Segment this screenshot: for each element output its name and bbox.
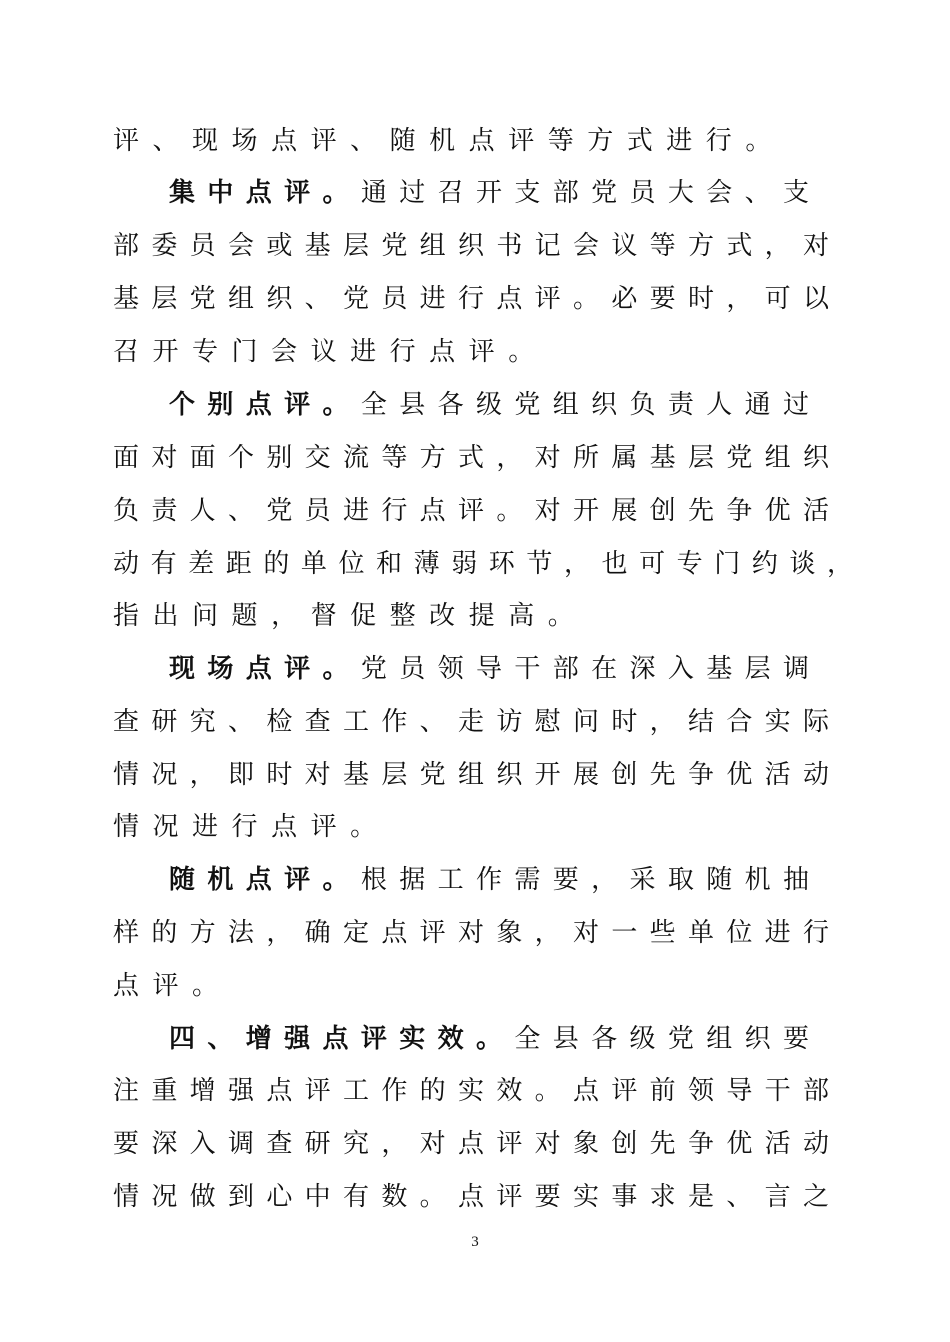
text-line: 指出问题，督促整改提高。 [113, 601, 588, 631]
text-line [169, 1019, 809, 1059]
text-line: 情况做到心中有数。点评要实事求是、言之 [113, 1182, 829, 1212]
text-line: 基层党组织、党员进行点评。必要时，可以 [113, 284, 829, 314]
text-line: 查研究、检查工作、走访慰问时，结合实际 [113, 707, 829, 737]
text-line: 样的方法，确定点评对象，对一些单位进行 [113, 918, 829, 948]
text-line: 情况进行点评。 [113, 812, 390, 842]
text-fragment: 全县各级党组织负责人通过 [360, 390, 809, 420]
section-heading: 四、增强点评实效。 [169, 1024, 515, 1054]
section-heading: 集中点评。 [169, 178, 361, 208]
text-line: 面对面个别交流等方式，对所属基层党组织 [113, 443, 829, 473]
page-number: 3 [471, 1234, 479, 1250]
text-line [169, 173, 809, 213]
text-line: 部委员会或基层党组织书记会议等方式，对 [113, 231, 829, 261]
section-heading: 现场点评。 [169, 654, 361, 684]
text-fragment: 全县各级党组织要 [514, 1024, 809, 1054]
text-fragment: 党员领导干部在深入基层调 [360, 654, 809, 684]
text-line: 动有差距的单位和薄弱环节，也可专门约谈， [113, 549, 853, 579]
text-line: 情况，即时对基层党组织开展创先争优活动 [113, 760, 829, 790]
text-line: 召开专门会议进行点评。 [113, 337, 548, 367]
section-heading: 个别点评。 [169, 390, 361, 420]
text-line: 评、现场点评、随机点评等方式进行。 [113, 126, 785, 156]
text-line [169, 860, 809, 900]
text-line [169, 649, 809, 689]
text-line: 要深入调查研究，对点评对象创先争优活动 [113, 1129, 829, 1159]
text-line [169, 385, 809, 425]
text-line: 负责人、党员进行点评。对开展创先争优活 [113, 496, 829, 526]
text-line: 点评。 [113, 971, 232, 1001]
text-line: 注重增强点评工作的实效。点评前领导干部 [113, 1076, 829, 1106]
section-heading: 随机点评。 [169, 865, 361, 895]
text-fragment: 根据工作需要，采取随机抽 [360, 865, 809, 895]
text-fragment: 通过召开支部党员大会、支 [360, 178, 809, 208]
